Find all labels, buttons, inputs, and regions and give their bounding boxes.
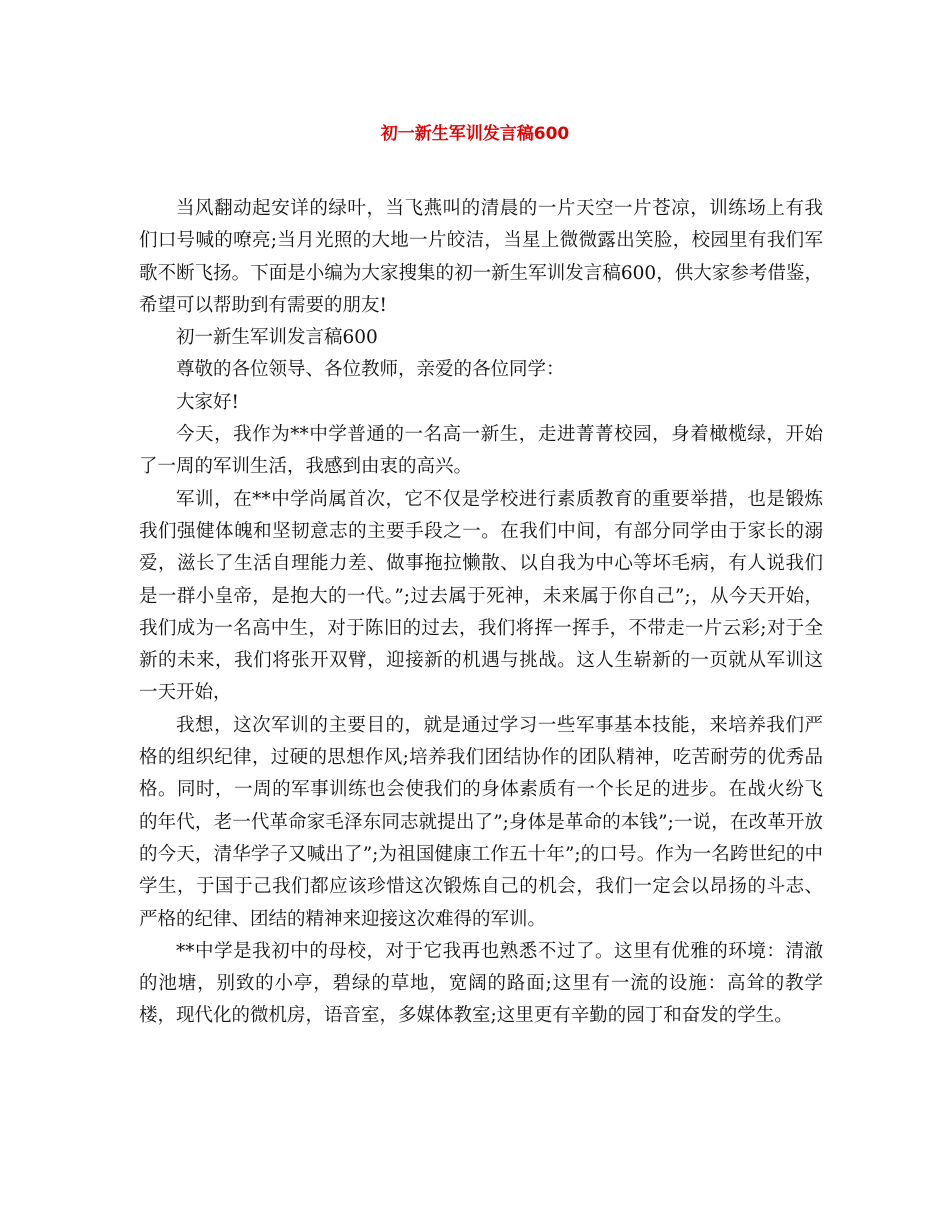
paragraph-intro: 当风翻动起安详的绿叶，当飞燕叫的清晨的一片天空一片苍凉，训练场上有我们口号喊的嘹亮;当月光照的大地一片皎洁，当星上微微露出笑脸，校园里有我们军歌不断飞扬。下面是小编为大家搜集的初一新生军训发言稿600，供大家参考借鉴，希望可以帮助到有需要的朋友! (139, 198, 823, 316)
paragraph-today: 今天，我作为**中学普通的一名高一新生，走进菁菁校园，身着橄榄绿，开始了一周的军训生活，我感到由衷的高兴。 (139, 424, 823, 478)
document-body (139, 193, 823, 1033)
paragraph-military-training: 军训，在**中学尚属首次，它不仅是学校进行素质教育的重要举措，也是锻炼我们强健体魄和坚韧意志的主要手段之一。在我们中间，有部分同学由于家长的溺爱，滋长了生活自理能力差、做事拖拉懒散、以自我为中心等坏毛病，有人说我们是一群小皇帝，是抱大的一代。”;过去属于死神，未来属于你自己”;，从今天开始，我们成为一名高中生，对于陈旧的过去，我们将挥一挥手，不带走一片云彩;对于全新的未来，我们将张开双臂，迎接新的机遇与挑战。这人生崭新的一页就从军训这一天开始， (139, 488, 823, 704)
document-title: 初一新生军训发言稿600 (380, 124, 570, 144)
paragraph-subtitle: 初一新生军训发言稿600 (176, 327, 378, 349)
paragraph-school: **中学是我初中的母校，对于它我再也熟悉不过了。这里有优雅的环境：清澈的池塘，别致的小亭，碧绿的草地，宽阔的路面;这里有一流的设施：高耸的教学楼，现代化的微机房，语音室，多媒体教室;这里更有辛勤的园丁和奋发的学生。 (139, 940, 823, 1027)
paragraph-salutation: 尊敬的各位领导、各位教师，亲爱的各位同学： (176, 359, 565, 381)
paragraph-greeting: 大家好! (176, 391, 239, 413)
paragraph-purpose: 我想，这次军训的主要目的，就是通过学习一些军事基本技能，来培养我们严格的组织纪律，过硬的思想作风;培养我们团结协作的团队精神，吃苦耐劳的优秀品格。同时，一周的军事训练也会使我们的身体素质有一个长足的进步。在战火纷飞的年代，老一代革命家毛泽东同志就提出了”;身体是革命的本钱”;一说，在改革开放的今天，清华学子又喊出了”;为祖国健康工作五十年”;的口号。作为一名跨世纪的中学生，于国于己我们都应该珍惜这次锻炼自己的机会，我们一定会以昂扬的斗志、严格的纪律、团结的精神来迎接这次难得的军训。 (139, 714, 823, 930)
